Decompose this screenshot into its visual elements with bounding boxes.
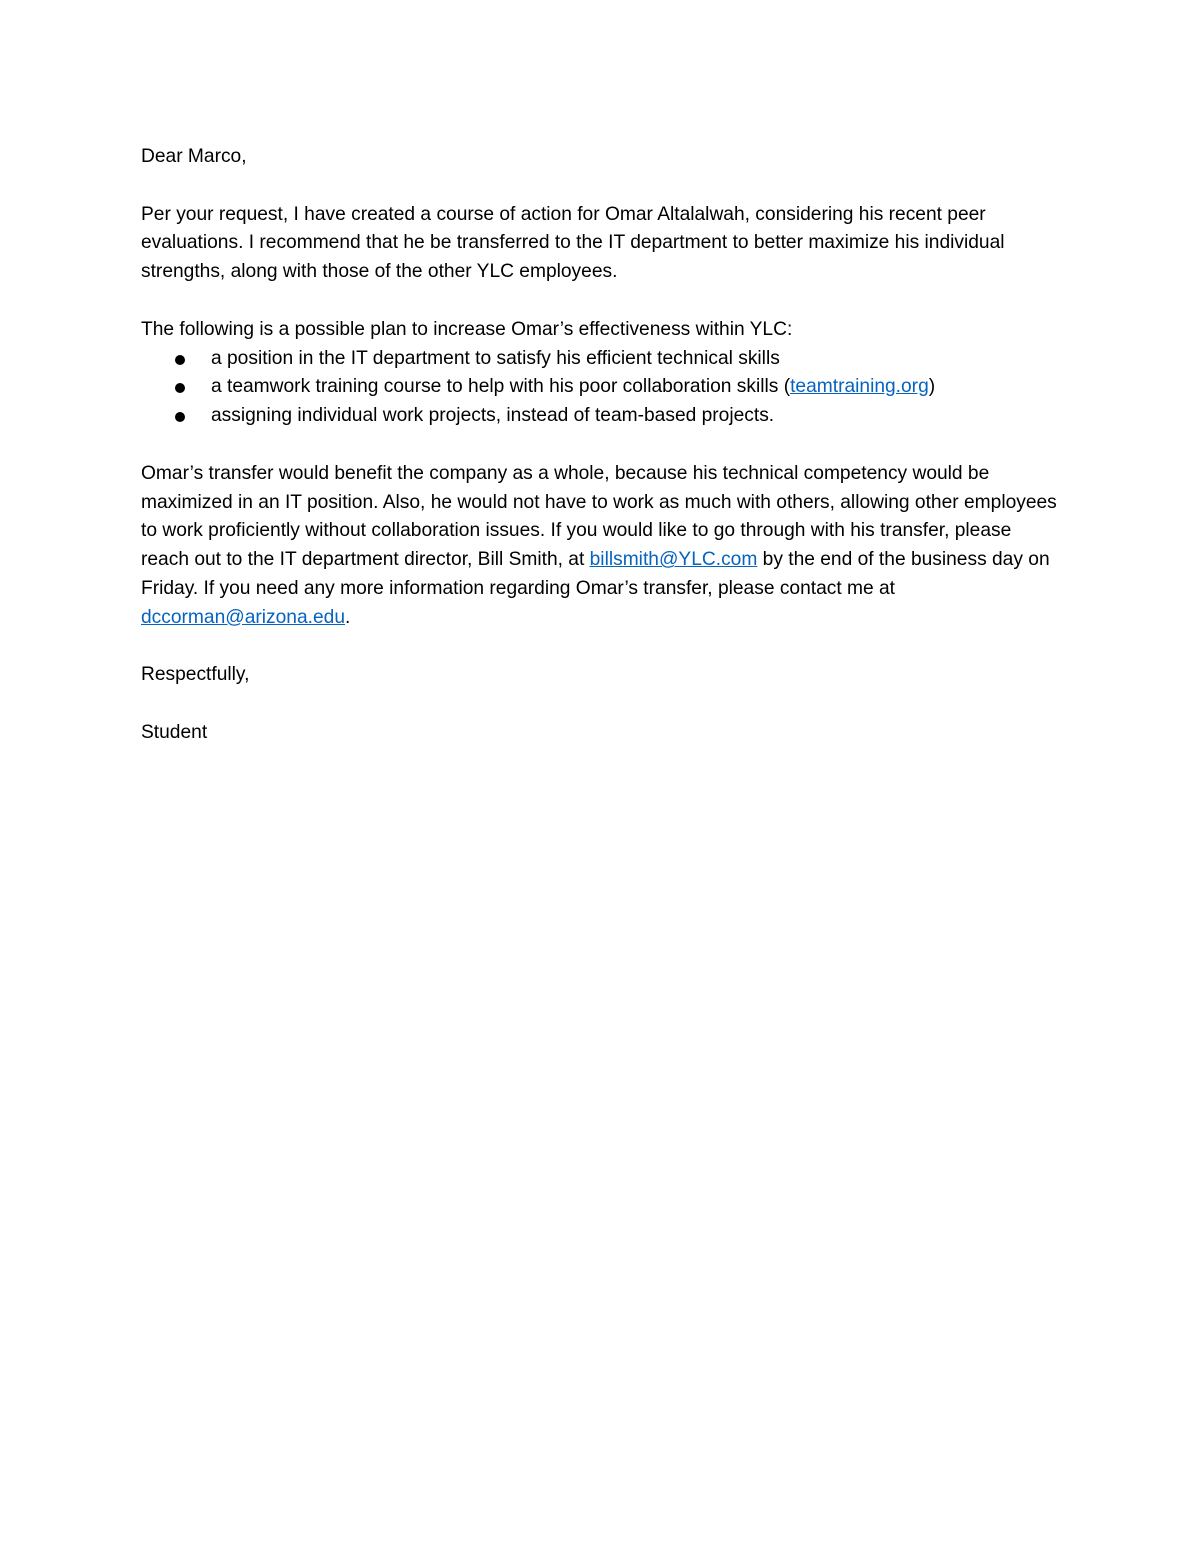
plan-list	[141, 345, 1061, 431]
spacer	[141, 690, 1061, 719]
spacer	[141, 287, 1061, 316]
letter-body	[141, 143, 1061, 748]
greeting: Dear Marco,	[141, 146, 247, 167]
signature: Student	[141, 721, 208, 743]
closing: Respectfully,	[141, 664, 250, 686]
list-item	[141, 373, 1061, 402]
spacer	[141, 431, 1061, 460]
body-paragraph	[141, 460, 1061, 633]
list-item	[141, 402, 1061, 431]
bullet-icon	[175, 412, 185, 422]
plan-heading: The following is a possible plan to increase Omar’s effectiveness within YLC:	[141, 318, 793, 340]
spacer	[141, 172, 1061, 201]
spacer	[141, 633, 1061, 662]
bullet-icon	[175, 355, 185, 365]
list-item-text: )	[928, 376, 936, 398]
body-text: by the end of the business day on Friday. If you need any more information regarding Omar’s transfer, please contact me at	[141, 549, 1050, 599]
body-text: Omar’s transfer would benefit the company as a whole, because his technical competency would be maximized in an IT position. Also, he would not have to work as much with others, allowing other employees to work proficiently without collaboration issues. If you would like to go through with his transfer, please reach out to the IT department director, Bill Smith, at	[141, 462, 1057, 571]
list-item-text: a position in the IT department to satisfy his efficient technical skills	[211, 347, 780, 369]
intro-paragraph: Per your request, I have created a course of action for Omar Altalalwah, considering his recent peer evaluations. I recommend that he be transferred to the IT department to better maximize his individual strengths, along with those of the other YLC employees.	[141, 203, 1005, 283]
teamtraining-link[interactable]: teamtraining.org	[790, 376, 929, 398]
dccorman-email-link[interactable]: dccorman@arizona.edu	[141, 606, 345, 628]
list-item	[141, 345, 1061, 374]
list-item-text: a teamwork training course to help with his poor collaboration skills (	[211, 376, 791, 398]
billsmith-email-link[interactable]: billsmith@YLC.com	[589, 549, 758, 571]
list-item-text: assigning individual work projects, instead of team-based projects.	[211, 405, 775, 427]
body-text: .	[345, 606, 351, 628]
bullet-icon	[175, 383, 185, 393]
